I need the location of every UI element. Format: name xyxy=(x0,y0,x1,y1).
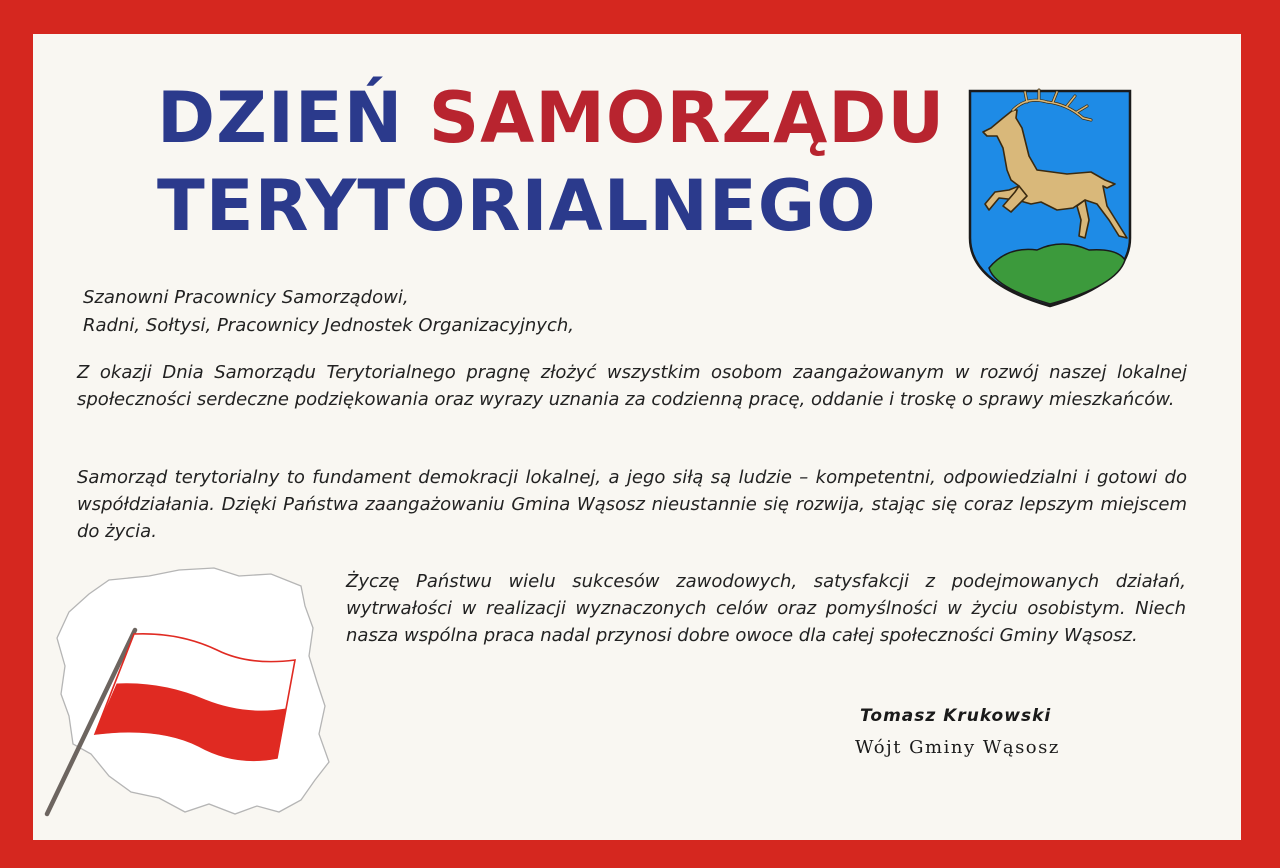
salutation-line-2: Radni, Sołtysi, Pracownicy Jednostek Organizacyjnych, xyxy=(83,315,574,336)
page-title xyxy=(157,74,945,250)
title-word-dzien: DZIEŃ xyxy=(157,77,404,159)
body-paragraph-3: Życzę Państwu wielu sukcesów zawodowych, satysfakcji z podejmowanych działań, wytrwałości w realizacji wyznaczonych celów oraz pomyślności w życiu osobistym. Niech nasza wspólna praca nadal przynosi dobre owoce dla całej społeczności Gminy Wąsosz. xyxy=(346,571,1186,646)
signature-name: Tomasz Krukowski xyxy=(860,706,1052,726)
title-word-samorzadu: SAMORZĄDU xyxy=(428,77,946,159)
signature-title: Wójt Gminy Wąsosz xyxy=(855,737,1060,758)
title-line-2: TERYTORIALNEGO xyxy=(157,165,877,247)
title-line-1 xyxy=(157,74,945,162)
salutation xyxy=(83,284,574,340)
body-paragraph-1: Z okazji Dnia Samorządu Terytorialnego pragnę złożyć wszystkim osobom zaangażowanym w rozwój naszej lokalnej społeczności serdeczne podziękowania oraz wyrazy uznania za codzienną pracę, oddanie i troskę o sprawy mieszkańców. xyxy=(77,362,1187,410)
body-paragraph-2: Samorząd terytorialny to fundament demokracji lokalnej, a jego siłą są ludzie – kompetentni, odpowiedzialni i gotowi do współdziałania. Dzięki Państwa zaangażowaniu Gmina Wąsosz nieustannie się rozwija, stając się coraz lepszym miejscem do życia. xyxy=(77,467,1187,542)
greeting-card xyxy=(33,34,1241,840)
poland-map-with-flag-icon xyxy=(39,566,339,821)
salutation-line-1: Szanowni Pracownicy Samorządowi, xyxy=(83,287,409,308)
coat-of-arms-deer-icon xyxy=(967,88,1133,308)
